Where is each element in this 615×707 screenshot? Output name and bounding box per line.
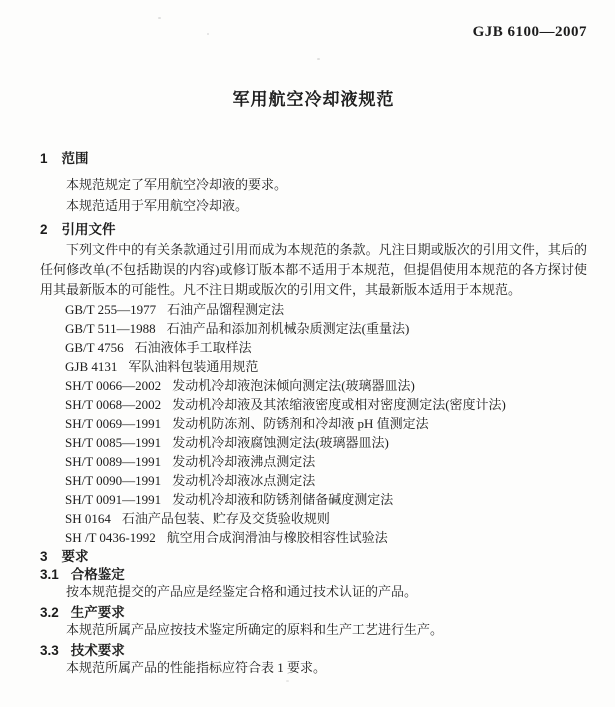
- reference-title: 石油产品和添加剂机械杂质测定法(重量法): [166, 321, 410, 336]
- scan-speck: [286, 680, 289, 682]
- reference-title: 航空用合成润滑油与橡胶相容性试验法: [166, 530, 388, 545]
- reference-item: [65, 319, 587, 338]
- section-1-heading: [40, 151, 587, 166]
- subsection-text: 本规范所属产品应按技术鉴定所确定的原料和生产工艺进行生产。: [66, 622, 444, 637]
- reference-code: SH 0164: [65, 511, 111, 526]
- reference-title: 发动机冷却液腐蚀测定法(玻璃器皿法): [172, 435, 389, 450]
- section-3-heading: [40, 549, 587, 564]
- reference-code: SH/T 0091—1991: [65, 492, 162, 507]
- reference-item: [65, 395, 587, 414]
- subsection-title: 技术要求: [70, 643, 125, 658]
- subsection-number: 3.3: [40, 643, 59, 658]
- reference-item: [65, 471, 587, 490]
- reference-code: GB/T 511—1988: [65, 321, 156, 336]
- references-list: [65, 300, 587, 547]
- reference-item: [65, 452, 587, 471]
- subsection-3-2: [40, 605, 587, 640]
- reference-item: [65, 338, 587, 357]
- section-2-heading: [40, 222, 587, 237]
- reference-code: SH/T 0090—1991: [65, 473, 162, 488]
- doc-number: GJB 6100—2007: [472, 24, 587, 40]
- subsection-title: 合格鉴定: [70, 567, 125, 582]
- subsection-text: 本规范所属产品的性能指标应符合表 1 要求。: [66, 660, 327, 675]
- reference-title: 石油产品包装、贮存及交货验收规则: [121, 511, 330, 526]
- reference-item: [65, 509, 587, 528]
- reference-title: 发动机防冻剂、防锈剂和冷却液 pH 值测定法: [172, 416, 429, 431]
- reference-code: GB/T 255—1977: [65, 302, 157, 317]
- reference-item: [65, 433, 587, 452]
- scan-speck: [158, 17, 161, 19]
- subsection-number: 3.2: [40, 605, 59, 620]
- reference-title: 发动机冷却液泡沫倾向测定法(玻璃器皿法): [172, 378, 415, 393]
- subsection-heading: [40, 643, 587, 658]
- section-1-body: [40, 174, 587, 216]
- section-2-intro: 下列文件中的有关条款通过引用而成为本规范的条款。凡注日期或版次的引用文件，其后的任何修改单(不包括勘误的内容)或修订版本都不适用于本规范，但提倡使用本规范的各方探讨使用其最新版本的可能性。凡不注日期或版次的引用文件，其最新版本适用于本规范。: [40, 242, 587, 297]
- reference-code: SH/T 0085—1991: [65, 435, 162, 450]
- subsection-text: 按本规范提交的产品应是经鉴定合格和通过技术认证的产品。: [66, 584, 418, 599]
- reference-title: 发动机冷却液及其浓缩液密度或相对密度测定法(密度计法): [172, 397, 506, 412]
- reference-code: SH/T 0069—1991: [65, 416, 162, 431]
- subsection-number: 3.1: [40, 567, 59, 582]
- reference-item: [65, 357, 587, 376]
- reference-code: SH /T 0436-1992: [65, 530, 156, 545]
- scan-speck: [171, 205, 173, 207]
- subsection-3-1: [40, 567, 587, 602]
- page-title: 军用航空冷却液规范: [232, 90, 395, 109]
- reference-item: [65, 300, 587, 319]
- reference-item: [65, 528, 587, 547]
- reference-code: GJB 4131: [65, 359, 118, 374]
- paragraph: 本规范适用于军用航空冷却液。: [66, 198, 249, 213]
- section-2-title: 引用文件: [61, 222, 116, 237]
- section-3-title: 要求: [61, 549, 89, 564]
- subsection-3-3: [40, 643, 587, 678]
- reference-item: [65, 376, 587, 395]
- subsection-title: 生产要求: [70, 605, 125, 620]
- reference-code: SH/T 0068—2002: [65, 397, 162, 412]
- subsection-heading: [40, 605, 587, 620]
- reference-title: 军队油料包装通用规范: [128, 359, 259, 374]
- paragraph: 本规范规定了军用航空冷却液的要求。: [66, 177, 288, 192]
- section-1-number: 1: [40, 151, 48, 166]
- scan-speck: [207, 33, 209, 35]
- section-2-number: 2: [40, 222, 48, 237]
- scan-speck: [317, 58, 320, 60]
- reference-code: SH/T 0066—2002: [65, 378, 162, 393]
- subsection-heading: [40, 567, 587, 582]
- reference-title: 石油液体手工取样法: [134, 340, 252, 355]
- section-1-title: 范围: [61, 151, 89, 166]
- reference-item: [65, 490, 587, 509]
- reference-code: GB/T 4756: [65, 340, 124, 355]
- reference-title: 发动机冷却液冰点测定法: [172, 473, 316, 488]
- reference-item: [65, 414, 587, 433]
- reference-title: 石油产品馏程测定法: [167, 302, 285, 317]
- reference-code: SH/T 0089—1991: [65, 454, 162, 469]
- reference-title: 发动机冷却液沸点测定法: [172, 454, 316, 469]
- section-3-number: 3: [40, 549, 48, 564]
- reference-title: 发动机冷却液和防锈剂储备碱度测定法: [172, 492, 394, 507]
